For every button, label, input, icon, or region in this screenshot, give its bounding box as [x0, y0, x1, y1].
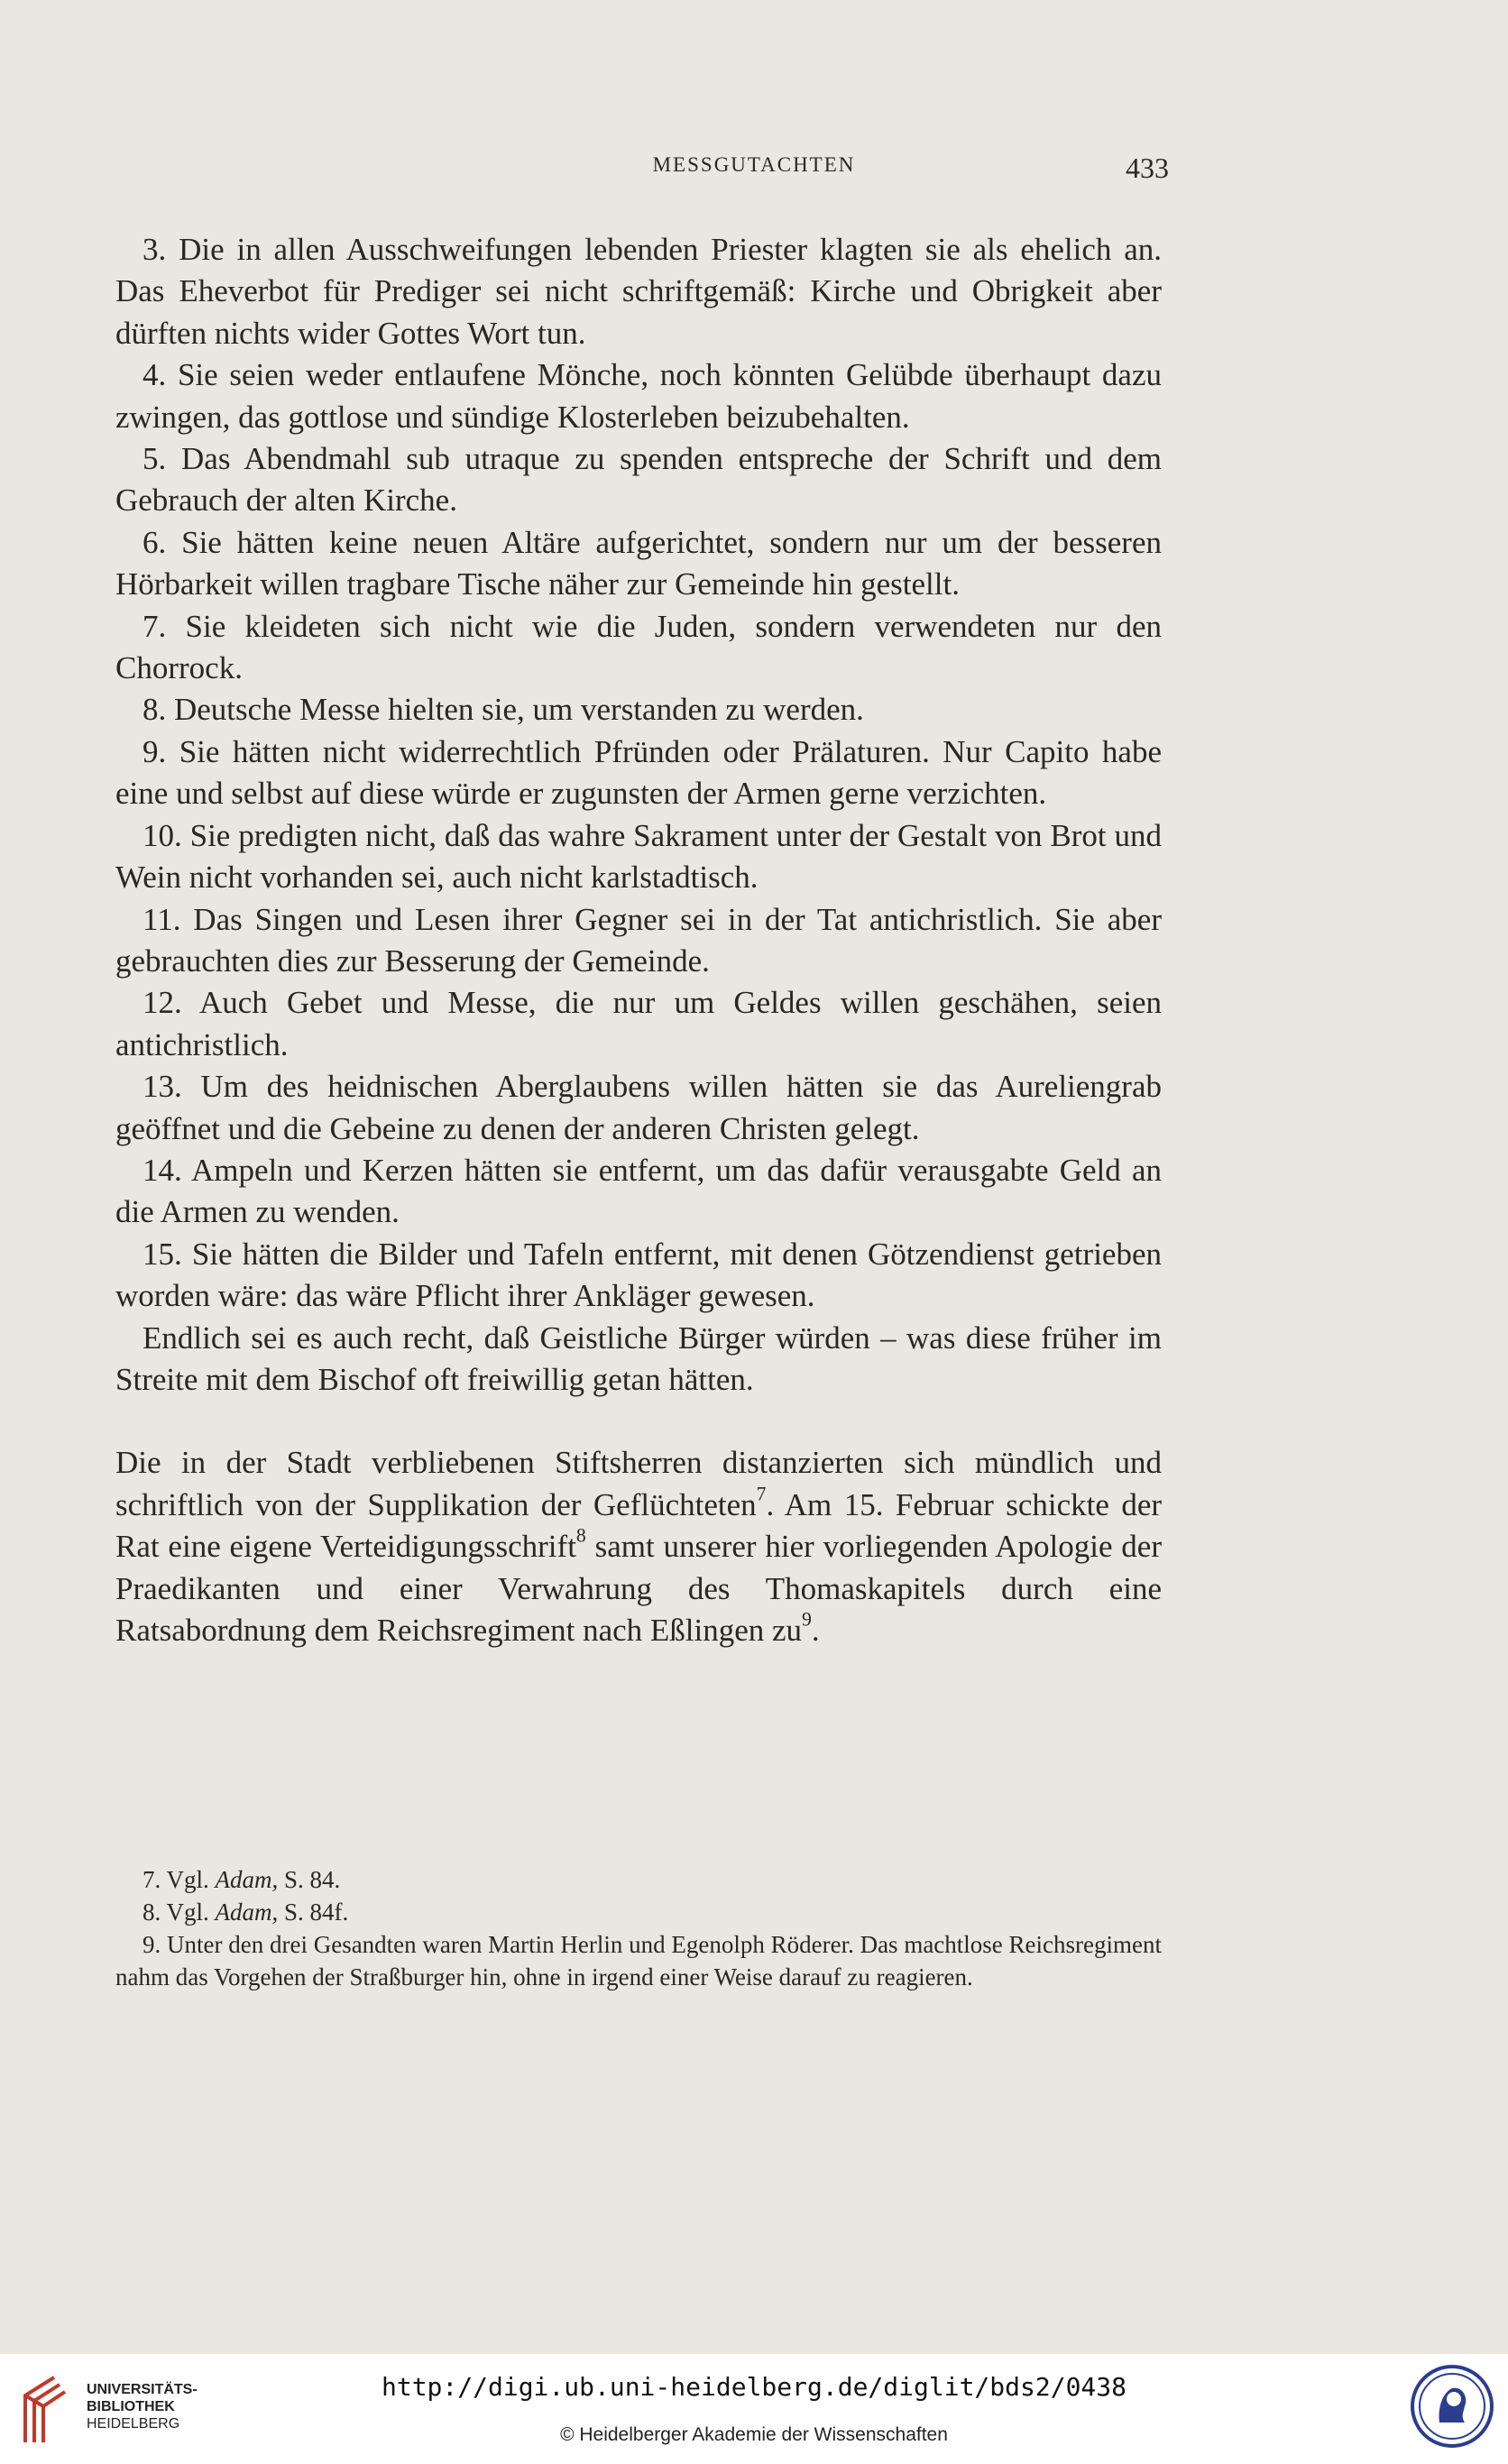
list-item-3: 3. Die in allen Ausschweifungen lebenden Priester klagten sie als ehelich an. Das Eheverbot für Prediger sei nicht schriftgemäß: Kirche und Obrigkeit aber dürften nichts wider Gottes Wort tun. [115, 232, 1162, 351]
narrative-paragraph [115, 1442, 1162, 1651]
list-item-4: 4. Sie seien weder entlaufene Mönche, noch könnten Gelübde überhaupt dazu zwingen, das gottlose und sündige Klosterleben beizubehalten. [115, 357, 1162, 435]
paragraph-text-d: . [811, 1613, 820, 1648]
footnotes [115, 1863, 1162, 1993]
list-item-13: 13. Um des heidnischen Aberglaubens willen hätten sie das Aureliengrab geöffnet und die Gebeine zu denen der anderen Christen gelegt. [115, 1069, 1162, 1146]
library-name-line1: UNIVERSITÄTS- [87, 2382, 198, 2397]
footnote-7-author: Adam, [215, 1866, 279, 1893]
paragraph-text-a: Die in der Stadt verbliebenen Stiftsherren distanzierten sich mündlich und schriftlich von der Supplikation der Geflüchteten [115, 1445, 1162, 1522]
list-item-9: 9. Sie hätten nicht widerrechtlich Pfründen oder Prälaturen. Nur Capito habe eine und selbst auf diese würde er zugunsten der Armen gerne verzichten. [115, 733, 1162, 812]
footnote-9 [115, 1928, 1162, 1993]
copyright-notice: © Heidelberger Akademie der Wissenschaften [560, 2424, 948, 2445]
academy-seal-icon [1409, 2363, 1495, 2454]
running-head: MESSGUTACHTEN [652, 153, 856, 176]
list-item-10: 10. Sie predigten nicht, daß das wahre Sakrament unter der Gestalt von Brot und Wein nicht vorhanden sei, auch nicht karlstadtisch. [115, 817, 1162, 896]
list-item-15: 15. Sie hätten die Bilder und Tafeln entfernt, mit denen Götzendienst getrieben worden wäre: das wäre Pflicht ihrer Ankläger gewesen. [115, 1236, 1162, 1314]
footnote-7 [115, 1863, 1162, 1896]
page-number: 433 [1126, 152, 1169, 184]
list-item-11: 11. Das Singen und Lesen ihrer Gegner sei in der Tat antichristlich. Sie aber gebrauchten dies zur Besserung der Gemeinde. [115, 901, 1162, 979]
footnote-8-text: 8. Vgl. [143, 1899, 216, 1926]
paragraph-text-c: samt unserer hier vorliegenden Apologie der Praedikanten und einer Verwahrung des Thomaskapitels durch eine Ratsabordnung dem Reichsregiment nach Eßlingen zu [115, 1529, 1162, 1648]
closing-paragraph: Endlich sei es auch recht, daß Geistliche Bürger würden – was diese früher im Streite mit dem Bischof oft freiwillig getan hätten. [115, 1319, 1162, 1397]
list-item-12: 12. Auch Gebet und Messe, die nur um Geldes willen geschähen, seien antichristlich. [115, 985, 1162, 1062]
library-name-line2: BIBLIOTHEK [87, 2399, 175, 2414]
body-text [115, 229, 1162, 1651]
list-item-6: 6. Sie hätten keine neuen Altäre aufgerichtet, sondern nur um der besseren Hörbarkeit willen tragbare Tische näher zur Gemeinde hin gestellt. [115, 524, 1162, 602]
footnote-7-page: S. 84. [278, 1866, 341, 1893]
footnote-ref-9[interactable]: 9 [802, 1608, 812, 1631]
footnote-8-page: S. 84f. [278, 1899, 349, 1926]
list-item-5: 5. Das Abendmahl sub utraque zu spenden entspreche der Schrift und dem Gebrauch der alten Kirche. [115, 441, 1162, 519]
list-item-7: 7. Sie kleideten sich nicht wie die Juden, sondern verwendeten nur den Chorrock. [115, 608, 1162, 686]
viewer-footer [0, 2354, 1508, 2464]
permalink-url[interactable]: http://digi.ub.uni-heidelberg.de/diglit/bds2/0438 [381, 2372, 1126, 2402]
footnote-8-author: Adam, [215, 1899, 279, 1926]
list-item-14: 14. Ampeln und Kerzen hätten sie entfernt, um das dafür verausgabte Geld an die Armen zu wenden. [115, 1152, 1162, 1230]
footnote-8 [115, 1896, 1162, 1928]
footnote-9-text: 9. Unter den drei Gesandten waren Martin Herlin und Egenolph Röderer. Das machtlose Reichsregiment nahm das Vorgehen der Straßburger hin, ohne in irgend einer Weise darauf zu reagieren. [115, 1931, 1162, 1991]
footnote-7-text: 7. Vgl. [143, 1866, 216, 1893]
footnote-ref-8[interactable]: 8 [575, 1524, 586, 1547]
paragraph-text-b: . Am 15. Februar schickte der Rat eine eigene Verteidigungsschrift [115, 1486, 1163, 1565]
library-name-line3: HEIDELBERG [87, 2416, 180, 2432]
list-item-8: 8. Deutsche Messe hielten sie, um verstanden zu werden. [143, 692, 864, 728]
footnote-ref-7[interactable]: 7 [756, 1483, 767, 1505]
